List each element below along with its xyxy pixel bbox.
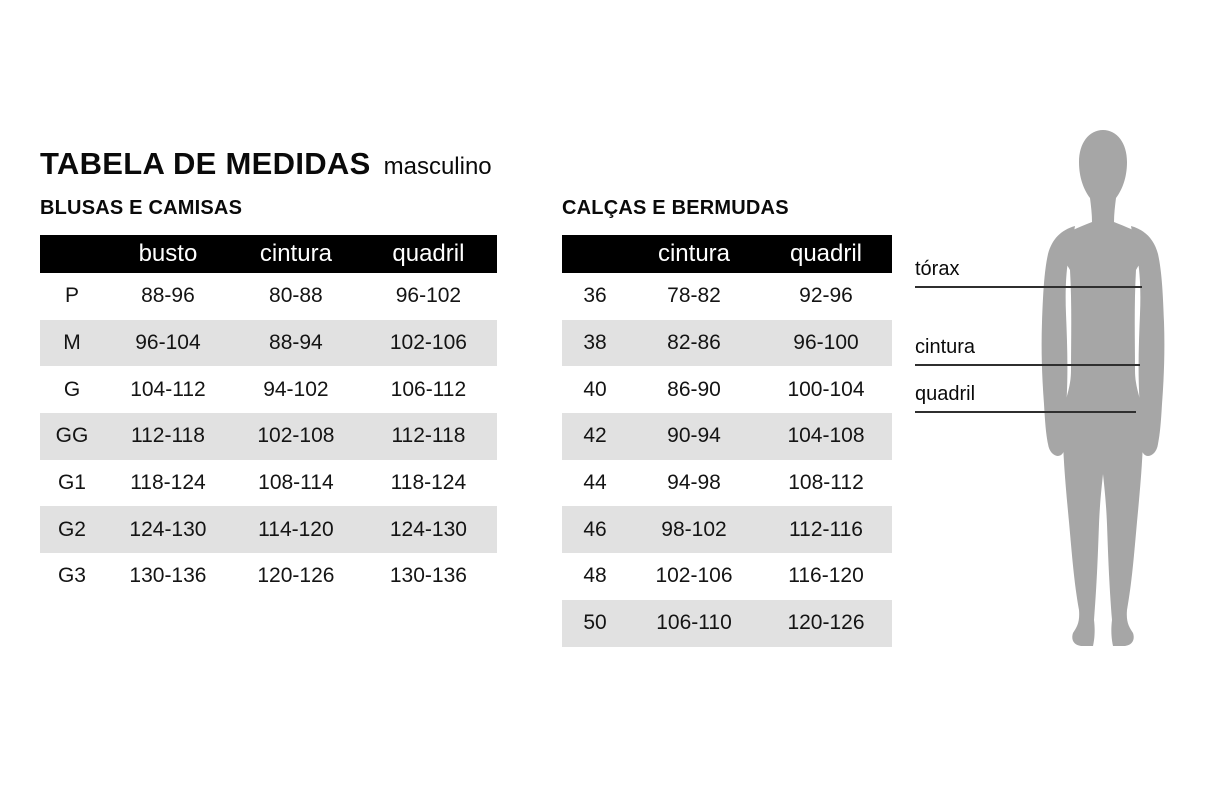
measurement-value: 88-96 (141, 284, 195, 308)
measurement-value: 104-112 (130, 377, 206, 401)
table-row (40, 413, 497, 460)
measurement-value: 96-104 (135, 331, 201, 355)
table-row (562, 506, 892, 553)
measurement-value: 112-118 (130, 424, 205, 448)
measurement-value: 108-114 (258, 471, 334, 495)
page-title-qualifier: masculino (383, 153, 492, 180)
row-size-label: P (64, 284, 79, 308)
measurement-value: 78-82 (667, 284, 721, 308)
row-size-label: 42 (583, 424, 607, 448)
row-size-label: 40 (583, 377, 607, 401)
measurement-value: 130-136 (129, 564, 207, 588)
table-header-blusas (40, 235, 497, 273)
measurement-value: 108-112 (788, 471, 864, 495)
cintura-measure-line (915, 364, 1140, 366)
measurement-value: 102-108 (257, 424, 335, 448)
table-row (40, 460, 497, 507)
table-row (562, 273, 892, 320)
measurement-value: 106-110 (656, 611, 732, 635)
measurement-value: 130-136 (389, 564, 467, 588)
row-size-label: G2 (57, 517, 86, 541)
table-row (40, 366, 497, 413)
measurement-value: 124-130 (389, 517, 467, 541)
measurement-value: 98-102 (661, 517, 727, 541)
row-size-label: 48 (583, 564, 607, 588)
measure-cintura (915, 336, 1140, 366)
row-size-label: 50 (583, 611, 607, 635)
header-cell-busto: busto (138, 240, 198, 267)
table-header-calcas (562, 235, 892, 273)
measurement-value: 118-124 (390, 471, 467, 495)
measurement-value: 102-106 (655, 564, 733, 588)
page-title (40, 146, 492, 182)
measurement-value: 86-90 (667, 377, 721, 401)
row-size-label: 46 (583, 517, 607, 541)
measurement-value: 120-126 (257, 564, 335, 588)
header-cell-quadril: quadril (789, 240, 863, 267)
header-cell-cintura: cintura (657, 240, 731, 267)
measurement-value: 96-100 (793, 331, 859, 355)
measurement-value: 118-124 (130, 471, 206, 495)
torax-measure-line (915, 286, 1142, 288)
measurement-value: 90-94 (667, 424, 721, 448)
label-torax: tórax (915, 258, 960, 280)
page-title-main: TABELA DE MEDIDAS (40, 146, 371, 181)
table-row (562, 320, 892, 367)
table-row (562, 366, 892, 413)
table-row (562, 553, 892, 600)
table-row (40, 273, 497, 320)
row-size-label: 36 (583, 284, 607, 308)
table-body-calcas (562, 273, 892, 647)
table-blusas-camisas (40, 235, 497, 600)
measurement-value: 112-116 (789, 517, 863, 541)
table-row (40, 320, 497, 367)
row-size-label: G3 (57, 564, 86, 588)
table-row (562, 460, 892, 507)
row-size-label: M (63, 331, 81, 355)
section-title-blusas-camisas: BLUSAS E CAMISAS (40, 197, 243, 219)
measurement-value: 112-118 (391, 424, 466, 448)
row-size-label: 38 (583, 331, 607, 355)
measurement-value: 106-112 (390, 377, 467, 401)
measurement-value: 100-104 (787, 377, 865, 401)
row-size-label: GG (55, 424, 89, 448)
measurement-value: 116-120 (788, 564, 864, 588)
section-title-calcas-bermudas: CALÇAS E BERMUDAS (562, 197, 789, 219)
row-size-label: 44 (583, 471, 607, 495)
header-cell-size (40, 235, 104, 273)
table-row (40, 506, 497, 553)
table-row (562, 413, 892, 460)
label-quadril: quadril (915, 383, 976, 405)
measurement-value: 102-106 (389, 331, 467, 355)
table-row (40, 553, 497, 600)
header-cell-cintura: cintura (259, 240, 332, 267)
measurement-value: 88-94 (269, 331, 323, 355)
table-body-blusas (40, 273, 497, 600)
table-calcas-bermudas (562, 235, 892, 647)
row-size-label: G1 (57, 471, 86, 495)
header-cell-size (562, 235, 628, 273)
table-row (562, 600, 892, 647)
measurement-value: 114-120 (258, 517, 334, 541)
measure-torax (915, 258, 1142, 288)
measurement-value: 94-102 (263, 377, 329, 401)
quadril-measure-line (915, 411, 1136, 413)
measurement-value: 92-96 (799, 284, 853, 308)
measurement-value: 96-102 (395, 284, 462, 308)
measurement-value: 124-130 (129, 517, 207, 541)
measurement-value: 80-88 (269, 284, 323, 308)
measurement-value: 120-126 (787, 611, 865, 635)
measurement-value: 94-98 (667, 471, 721, 495)
label-cintura: cintura (915, 336, 976, 358)
measure-quadril (915, 383, 1136, 413)
header-cell-quadril: quadril (392, 240, 465, 267)
row-size-label: G (63, 377, 81, 401)
measurement-value: 104-108 (787, 424, 865, 448)
measurement-value: 82-86 (667, 331, 721, 355)
